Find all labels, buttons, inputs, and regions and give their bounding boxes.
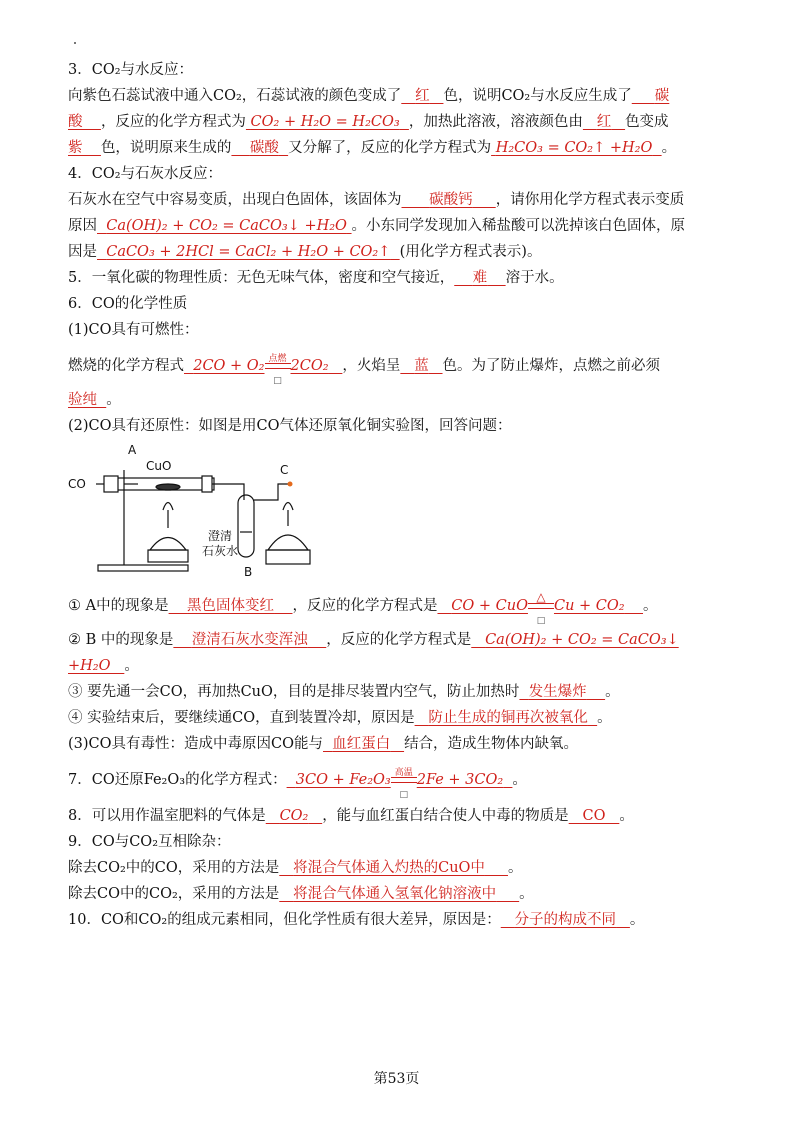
q6-equation-b-cont: +H₂O bbox=[68, 658, 111, 674]
q3-answer-acid-2: 酸 bbox=[68, 114, 83, 130]
q3-title: 3．CO₂与水反应： bbox=[68, 62, 194, 78]
stopper-left bbox=[104, 476, 118, 492]
lamp-c-base bbox=[266, 550, 310, 564]
q8-line: 8．可以用作温室肥料的气体是 CO₂ ，能与血红蛋白结合使人中毒的物质是 CO 。 bbox=[68, 808, 634, 824]
q3-line3: 紫 色，说明原来生成的 碳酸 又分解了，反应的化学方程式为 H₂CO₃ = CO₂↑ +H₂O 。 bbox=[68, 140, 677, 156]
q7-equation: 3CO + Fe₂O₃ 高温 □ 2Fe + 3CO₂ bbox=[295, 768, 504, 800]
scan-dot bbox=[74, 42, 76, 44]
q4-equation-1: Ca(OH)₂ + CO₂ = CaCO₃↓ +H₂O bbox=[106, 218, 347, 234]
q8-answer-toxic: CO bbox=[582, 808, 606, 824]
q6-item-2: ② B 中的现象是 澄清石灰水变浑浊 ，反应的化学方程式是 Ca(OH)₂ + CO₂ = CaCO₃↓ bbox=[68, 632, 679, 648]
q6-answer-purity: 验纯 bbox=[68, 392, 97, 408]
q4-line3: 因是 CaCO₃ + 2HCl = CaCl₂ + H₂O + CO₂↑ (用化学方程式表示)。 bbox=[68, 244, 542, 260]
q10-line: 10．CO和CO₂的组成元素相同，但化学性质有很大差异，原因是： 分子的构成不同 。 bbox=[68, 912, 645, 928]
q7-line: 7．CO还原Fe₂O₃的化学方程式： 3CO + Fe₂O₃ 高温 □ 2Fe + 3CO₂ 。 bbox=[68, 768, 527, 800]
q6-condition-ignite: 点燃 □ bbox=[265, 363, 291, 369]
q6-answer-hemoglobin: 血红蛋白 bbox=[332, 736, 391, 752]
q6-answer-flame: 蓝 bbox=[414, 358, 429, 374]
q6-answer-b-phenomenon: 澄清石灰水变浑浊 bbox=[191, 632, 308, 648]
q9-answer-2: 将混合气体通入氢氧化钠溶液中 bbox=[293, 886, 497, 902]
q3-line1 bbox=[68, 86, 669, 106]
q5-line: 5．一氧化碳的物理性质：无色无味气体，密度和空气接近， 难 溶于水。 bbox=[68, 270, 564, 286]
q3-answer-from: 红 bbox=[596, 114, 612, 130]
q6-answer-purpose: 发生爆炸 bbox=[528, 684, 587, 700]
q10-answer: 分子的构成不同 bbox=[514, 912, 617, 928]
q6-answer-a-phenomenon: 黑色固体变红 bbox=[187, 598, 275, 614]
q3-answer-color: 红 bbox=[415, 88, 430, 104]
alcohol-lamp-a bbox=[150, 538, 186, 551]
q6-item-4: ④ 实验结束后，要继续通CO，直到装置冷却，原因是 防止生成的铜再次被氧化 。 bbox=[68, 710, 612, 726]
q6-answer-reason: 防止生成的铜再次被氧化 bbox=[428, 710, 588, 726]
co-reduction-apparatus-figure bbox=[68, 440, 318, 580]
delivery-tube bbox=[212, 484, 244, 500]
q8-answer-gas: CO₂ bbox=[279, 808, 309, 824]
fig-label-lime-2: 石灰水 bbox=[202, 544, 239, 558]
q6-line2: 验纯 。 bbox=[68, 392, 121, 408]
lamp-a-base bbox=[148, 550, 188, 562]
outlet-tube bbox=[254, 484, 288, 500]
fig-label-a: A bbox=[128, 443, 137, 457]
flame-a bbox=[163, 503, 173, 511]
q4-answer-solid: 碳酸钙 bbox=[429, 192, 473, 208]
q6-sub2: (2)CO具有还原性：如图是用CO气体还原氧化铜实验图，回答问题： bbox=[68, 418, 512, 434]
q3-equation-1: CO₂ + H₂O = H₂CO₃ bbox=[250, 114, 400, 130]
stopper-right bbox=[202, 476, 212, 492]
page-number: 第53页 bbox=[373, 1071, 420, 1087]
q6-equation-a: CO + CuO △ □ Cu + CO₂ bbox=[451, 590, 625, 626]
q6-condition-heat: △ □ bbox=[528, 603, 554, 609]
fig-label-lime-1: 澄清 bbox=[208, 529, 233, 543]
q3-line2: 酸 ，反应的化学方程式为 CO₂ + H₂O = H₂CO₃ ，加热此溶液，溶液颜色由 红 色变成 bbox=[68, 114, 669, 130]
q6-title: 6．CO的化学性质 bbox=[68, 296, 188, 312]
q9-line1: 除去CO₂中的CO，采用的方法是 将混合气体通入灼热的CuO中 。 bbox=[68, 860, 523, 876]
q4-line1: 石灰水在空气中容易变质，出现白色固体，该固体为 碳酸钙 ，请你用化学方程式表示变质 bbox=[68, 192, 685, 208]
q6-sub3: (3)CO具有毒性：造成中毒原因CO能与 血红蛋白 结合，造成生物体内缺氧。 bbox=[68, 736, 579, 752]
q6-equation-combustion: 2CO + O₂ 点燃 □ 2CO₂ bbox=[193, 354, 329, 386]
q4-line2: 原因 Ca(OH)₂ + CO₂ = CaCO₃↓ +H₂O 。小东同学发现加入稀盐酸可以洗掉该白色固体，原 bbox=[68, 218, 686, 234]
alcohol-lamp-c bbox=[268, 535, 308, 550]
q9-title: 9．CO与CO₂互相除杂： bbox=[68, 834, 231, 850]
q3-text: 色，说明CO₂与水反应生成了 bbox=[443, 88, 632, 104]
q7-condition-high-temp: 高温 □ bbox=[391, 777, 417, 783]
test-tube-b bbox=[238, 495, 254, 557]
q6-equation-b: Ca(OH)₂ + CO₂ = CaCO₃↓ bbox=[485, 632, 679, 648]
flame-c bbox=[283, 503, 293, 511]
burning-gas bbox=[288, 482, 293, 487]
fig-label-cuo: CuO bbox=[146, 459, 172, 473]
q4-equation-2: CaCO₃ + 2HCl = CaCl₂ + H₂O + CO₂↑ bbox=[106, 244, 391, 260]
q3-answer-acid-1: 碳 bbox=[654, 88, 670, 104]
q3-answer-decomposed: 碳酸 bbox=[249, 140, 279, 156]
q6-item-2-cont: +H₂O 。 bbox=[68, 658, 139, 674]
q3-text: 向紫色石蕊试液中通入CO₂，石蕊试液的颜色变成了 bbox=[68, 88, 402, 104]
fig-label-b: B bbox=[244, 565, 253, 579]
q6-item-1: ① A中的现象是 黑色固体变红 ，反应的化学方程式是 CO + CuO △ □ Cu + CO₂ 。 bbox=[68, 590, 658, 626]
q6-combustion-line: 燃烧的化学方程式 2CO + O₂ 点燃 □ 2CO₂ ，火焰呈 蓝 色。为了防止爆炸，点燃之前必须 bbox=[68, 354, 661, 386]
q5-answer: 难 bbox=[472, 270, 488, 286]
q9-line2: 除去CO中的CO₂，采用的方法是 将混合气体通入氢氧化钠溶液中 。 bbox=[68, 886, 534, 902]
q4-title: 4．CO₂与石灰水反应： bbox=[68, 166, 223, 182]
stand-base bbox=[98, 565, 188, 571]
fig-label-c: C bbox=[280, 463, 289, 477]
q9-answer-1: 将混合气体通入灼热的CuO中 bbox=[293, 860, 485, 876]
q3-answer-to: 紫 bbox=[68, 140, 83, 156]
q3-equation-2: H₂CO₃ = CO₂↑ +H₂O bbox=[495, 140, 653, 156]
q6-sub1: (1)CO具有可燃性： bbox=[68, 322, 199, 338]
cuo-powder bbox=[156, 484, 180, 490]
q6-item-3: ③ 要先通一会CO，再加热CuO，目的是排尽装置内空气，防止加热时 发生爆炸 。 bbox=[68, 684, 620, 700]
fig-label-co: CO bbox=[68, 477, 86, 491]
